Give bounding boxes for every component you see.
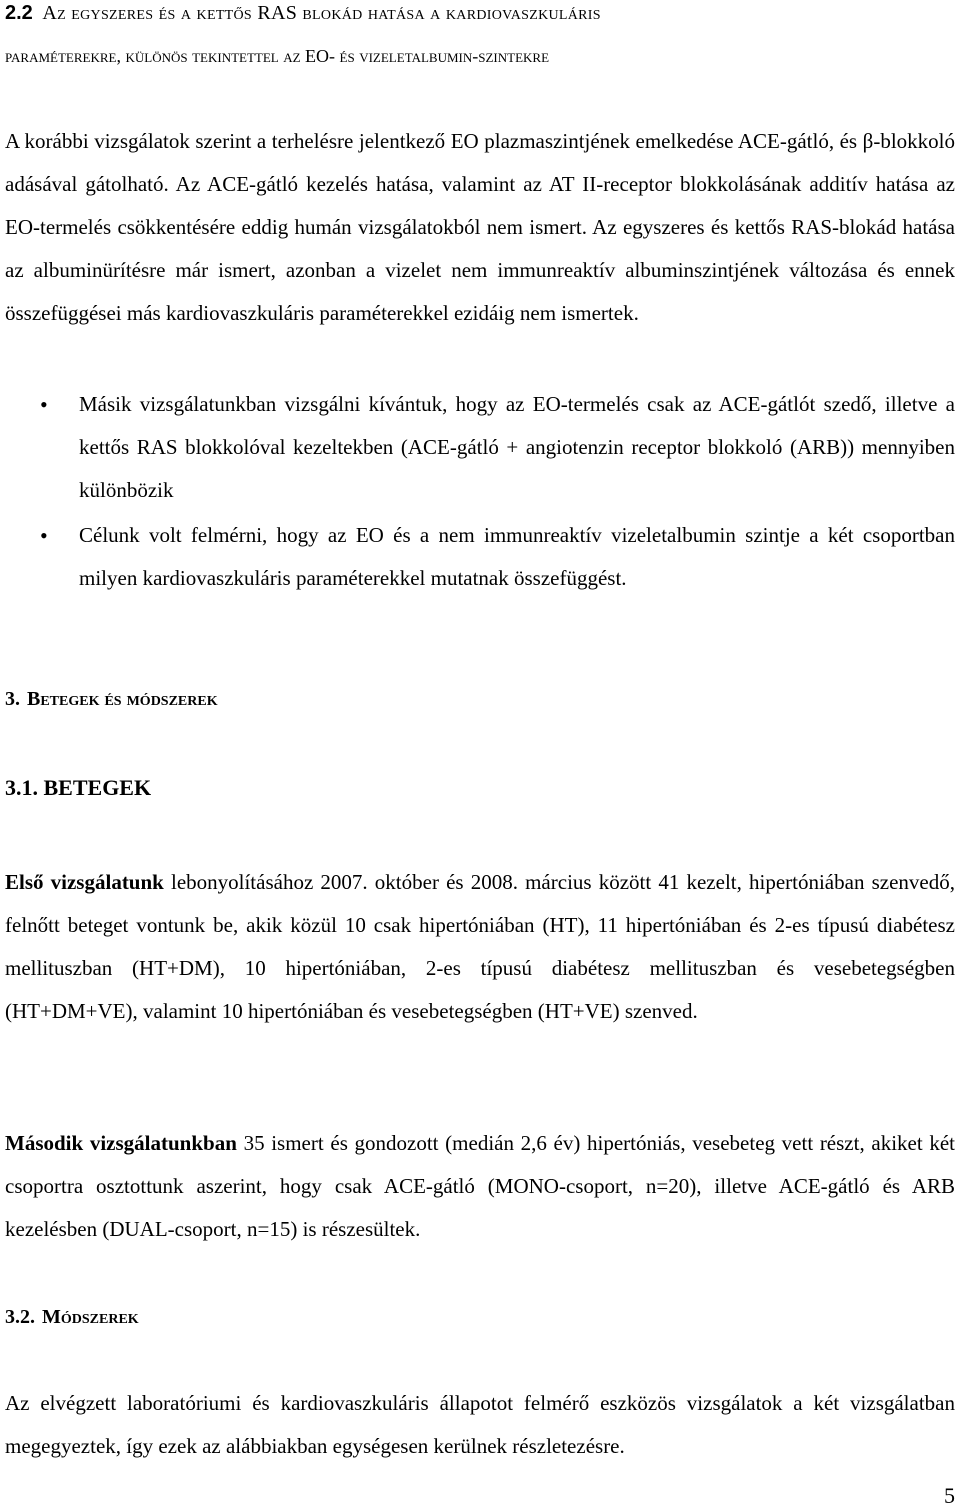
section-heading-3-1 [5, 775, 151, 801]
bullet-item: Célunk volt felmérni, hogy az EO és a nem immunreaktív vizeletalbumin szintje a két csoportban milyen kardiovaszkuláris paraméterekkel mutatnak összefüggést. [79, 523, 955, 590]
section-title: BETEGEK [43, 775, 152, 800]
paragraph-lead: Első vizsgálatunk [5, 870, 164, 894]
paragraph-body: 35 ismert és gondozott (medián 2,6 év) hipertóniás, vesebeteg vett részt, akiket két csoportra osztottunk aszerint, hogy csak ACE-gátló (MONO-csoport, n=20), illetve ACE-gátló és ARB kezelésben (DUAL-csoport, n=15) is részesültek. [5, 1131, 955, 1241]
section-number: 3.2. [5, 1306, 35, 1328]
section-heading-line-1: Az egyszeres és a kettős RAS blokád hatása a kardiovaszkuláris [42, 2, 601, 24]
section-heading-3-2 [5, 1306, 139, 1329]
section-heading-3 [5, 688, 218, 711]
intro-paragraph: A korábbi vizsgálatok szerint a terhelésre jelentkező EO plazmaszintjének emelkedése ACE-gátló, és β-blokkoló adásával gátolható. Az ACE-gátló kezelés hatása, valamint az AT II-receptor blokkolásának additív hatása az EO-termelés csökkentésére eddig humán vizsgálatokból nem ismert. Az egyszeres és kettős RAS-blokád hatása az albuminürítésre már ismert, azonban a vizelet nem immunreaktív albuminszintjének változása és ennek összefüggései más kardiovaszkuláris paraméterekkel ezidáig nem ismertek. [5, 129, 955, 325]
paragraph-body: lebonyolításához 2007. október és 2008. március között 41 kezelt, hipertóniában szenvedő, felnőtt beteget vontunk be, akik közül 10 csak hipertóniában (HT), 11 hipertóniában és 2-es típusú diabétesz mellituszban (HT+DM), 10 hipertóniában, 2-es típusú diabétesz mellituszban és vesebetegségben (HT+DM+VE), valamint 10 hipertóniában és vesebetegségben (HT+VE) szenved. [5, 870, 955, 1023]
section-heading-line-2: paraméterekre, különös tekintettel az EO- és vizeletalbumin-szintekre [5, 46, 550, 66]
page-number: 5 [944, 1483, 955, 1508]
bullet-item: Másik vizsgálatunkban vizsgálni kívántuk, hogy az EO-termelés csak az ACE-gátlót szedő, illetve a kettős RAS blokkolóval kezeltekben (ACE-gátló + angiotenzin receptor blokkoló (ARB)) mennyiben különbözik [79, 392, 955, 502]
second-study-paragraph [5, 1122, 955, 1251]
first-study-paragraph [5, 861, 955, 1033]
bullet-marker: • [40, 392, 48, 417]
section-number: 2.2 [5, 2, 33, 24]
section-title: Módszerek [42, 1306, 139, 1328]
section-heading-2-2 [5, 0, 955, 68]
section-title: Betegek és módszerek [27, 688, 218, 710]
paragraph-lead: Második vizsgálatunkban [5, 1131, 237, 1155]
section-number: 3.1. [5, 775, 38, 800]
methods-paragraph: Az elvégzett laboratóriumi és kardiovaszkuláris állapotot felmérő eszközös vizsgálatok a két vizsgálatban megegyeztek, így ezek az alábbiakban egységesen kerülnek részletezésre. [5, 1391, 955, 1458]
bullet-marker: • [40, 523, 48, 548]
section-number: 3. [5, 688, 20, 710]
